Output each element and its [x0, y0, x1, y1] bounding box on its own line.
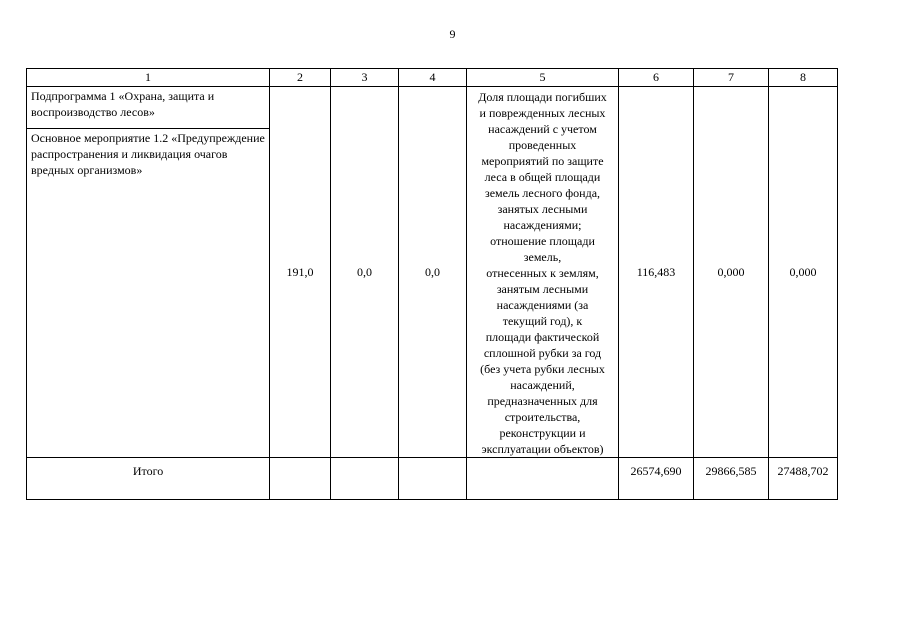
total-label: Итого — [27, 458, 270, 500]
indicator-line: леса в общей площади — [484, 170, 601, 184]
total-col-6: 26574,690 — [619, 458, 694, 500]
indicator-line: насаждениями (за — [496, 298, 589, 312]
indicator-line: земель лесного фонда, — [484, 186, 601, 200]
indicator-line: проведенных — [508, 138, 577, 152]
indicator-line: отнесенных к землям, — [486, 266, 599, 280]
indicator-line: эксплуатации объектов) — [481, 442, 604, 456]
indicator-line: занятых лесными — [497, 202, 588, 216]
indicator-line: строительства, — [504, 410, 581, 424]
indicator-description — [467, 87, 619, 458]
indicator-line: земель, — [523, 250, 562, 264]
program-name: Подпрограмма 1 «Охрана, защита и воспроизводство лесов» — [27, 87, 270, 129]
indicator-line: сплошной рубки за год — [483, 346, 602, 360]
total-col-4 — [399, 458, 467, 500]
header-col-5: 5 — [467, 69, 619, 87]
header-col-2: 2 — [270, 69, 331, 87]
indicator-line: занятым лесными — [496, 282, 589, 296]
total-col-5 — [467, 458, 619, 500]
header-col-1: 1 — [27, 69, 270, 87]
total-row — [27, 458, 838, 500]
cell-col-4: 0,0 — [399, 87, 467, 458]
header-col-8: 8 — [769, 69, 838, 87]
indicator-line: отношение площади — [490, 234, 595, 248]
header-col-4: 4 — [399, 69, 467, 87]
header-col-7: 7 — [694, 69, 769, 87]
indicator-line: насаждениями; — [503, 218, 582, 232]
indicator-line: (без учета рубки лесных — [480, 362, 605, 376]
cell-col-3: 0,0 — [331, 87, 399, 458]
header-col-3: 3 — [331, 69, 399, 87]
cell-col-8: 0,000 — [769, 87, 838, 458]
cell-col-2: 191,0 — [270, 87, 331, 458]
header-col-6: 6 — [619, 69, 694, 87]
total-col-8: 27488,702 — [769, 458, 838, 500]
indicator-line: предназначенных для — [487, 394, 598, 408]
indicator-line: насаждений с учетом — [488, 122, 597, 136]
indicator-line: и поврежденных лесных — [479, 106, 606, 120]
indicator-line: Доля площади погибших — [478, 90, 607, 104]
indicator-line: реконструкции и — [499, 426, 586, 440]
measure-name: Основное мероприятие 1.2 «Предупреждение распространения и ликвидация очагов вредных организмов» — [27, 128, 270, 457]
indicator-line: насаждений, — [510, 378, 575, 392]
total-col-7: 29866,585 — [694, 458, 769, 500]
header-row — [27, 69, 838, 87]
program-row — [27, 87, 838, 129]
cell-col-6: 116,483 — [619, 87, 694, 458]
indicator-line: площади фактической — [485, 330, 600, 344]
indicator-line: мероприятий по защите — [481, 154, 604, 168]
cell-col-7: 0,000 — [694, 87, 769, 458]
program-table — [26, 68, 838, 500]
total-col-3 — [331, 458, 399, 500]
total-col-2 — [270, 458, 331, 500]
indicator-line: текущий год), к — [502, 314, 583, 328]
page-number: 9 — [449, 27, 456, 41]
